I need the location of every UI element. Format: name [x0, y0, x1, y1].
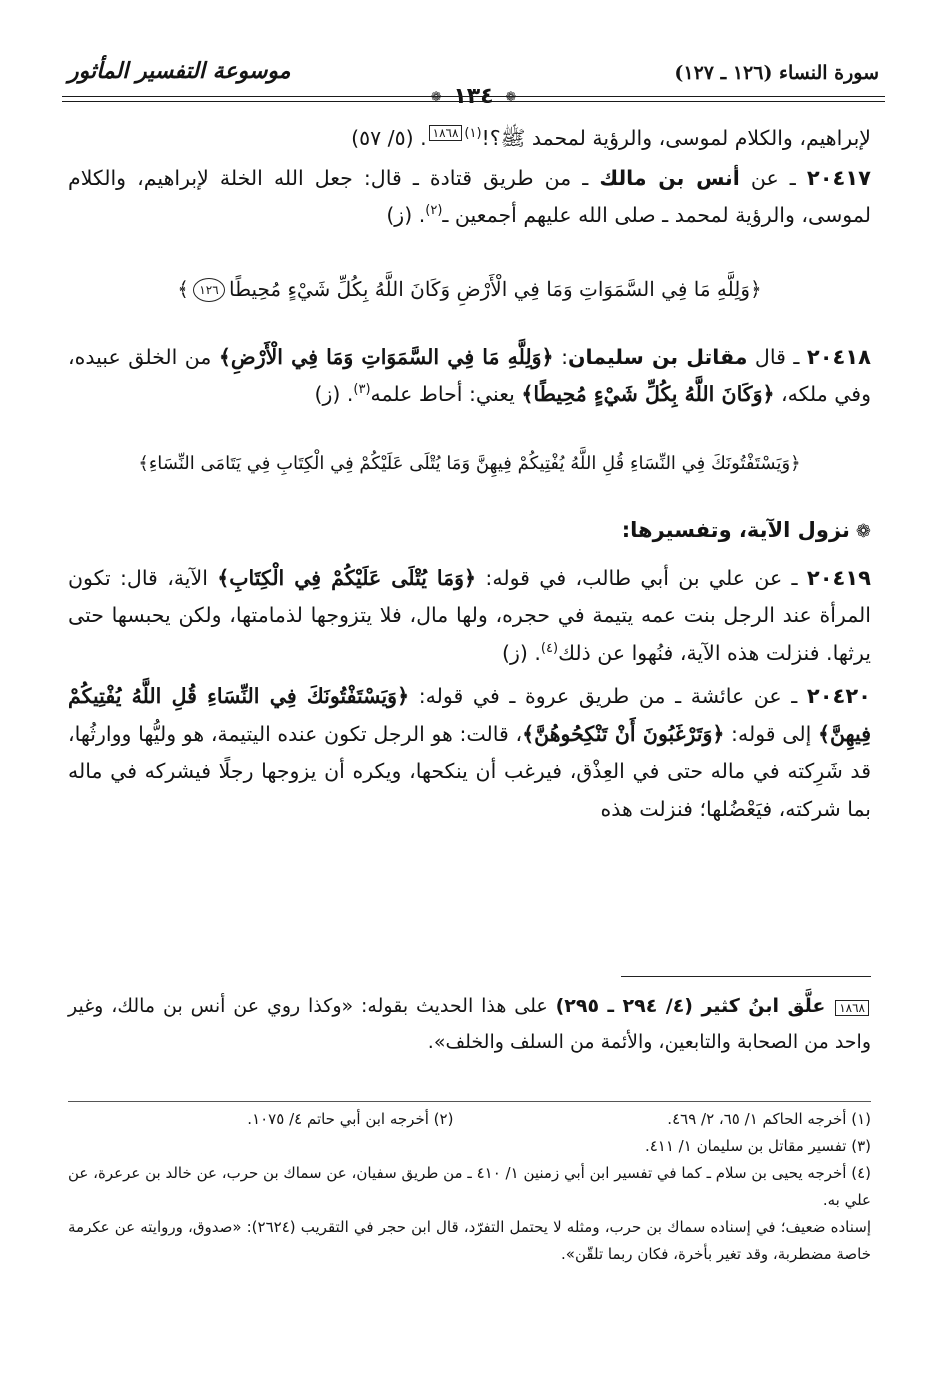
page-number: ١٣٤: [453, 84, 494, 109]
quran-verse-126: ﴿وَلِلَّهِ مَا فِي السَّمَوَاتِ وَمَا فِي الْأَرْضِ وَكَانَ اللَّهُ بِكُلِّ شَيْءٍ مُحِيطًا١٢٦﴾: [177, 276, 762, 301]
hadith-number: ٢٠٤١٩: [806, 565, 871, 590]
ornament-icon: ❁: [505, 89, 517, 105]
source-location: (٤/ ٢٩٤ ـ ٢٩٥): [555, 995, 702, 1017]
quran-quote: ﴿وَتَرْغَبُونَ أَنْ تَنْكِحُوهُنَّ﴾: [522, 721, 725, 746]
page-header: [62, 50, 885, 112]
quran-verse-127: ﴿وَيَسْتَفْتُونَكَ فِي النِّسَاءِ قُلِ اللَّهُ يُفْتِيكُمْ فِيهِنَّ وَمَا يُتْلَى عَلَيْكُمْ فِي الْكِتَابِ فِي يَتَامَى النِّسَاءِ﴾: [138, 452, 801, 474]
footnote-marker: (٤): [540, 640, 559, 656]
narrator-name: علي بن أبي طالب: [582, 565, 746, 590]
footnote-2: (٢) أخرجه ابن أبي حاتم ٤/ ١٠٧٥.: [247, 1110, 454, 1128]
note-reference-box: ١٨٦٨: [429, 125, 463, 141]
narrator-name: عائشة: [690, 684, 745, 708]
note-divider: [621, 976, 871, 977]
ornament-icon: ❁: [430, 89, 442, 105]
footnote-divider: [68, 1101, 871, 1102]
footnotes: [68, 1097, 871, 1268]
footnote-marker: (٣): [353, 382, 371, 398]
header-rule-thin: [62, 101, 885, 102]
narrator-name: مقاتل بن سليمان: [568, 344, 748, 369]
quran-quote: ﴿وَلِلَّهِ مَا فِي السَّمَوَاتِ وَمَا فِي الْأَرْضِ﴾: [218, 344, 554, 369]
hadith-number: ٢٠٤٢٠: [806, 684, 871, 708]
footnote-4-grading: إسناده ضعيف؛ في إسناده سماك بن حرب، ومثله لا يحتمل التفرّد، قال ابن حجر في التقريب (٢٦٢٤): «صدوق، وروايته عن عكرمة خاصة مضطربة، وقد تغير بأخرة، فكان ربما تلقّن».: [68, 1218, 871, 1263]
narrator-name: أنس بن مالك: [599, 165, 740, 190]
footnote-marker: (٢): [425, 203, 443, 219]
surah-title: سورة النساء (١٢٦ ـ ١٢٧): [674, 62, 879, 84]
footnote-4: (٤) أخرجه يحيى بن سلام ـ كما في تفسير ابن أبي زمنين ١/ ٤١٠ ـ من طريق سفيان، عن سماك بن حرب، عن خالد بن عرعرة، عن علي به.: [68, 1164, 872, 1209]
header-rule: [62, 96, 885, 97]
book-title: موسوعة التفسير المأثور: [68, 58, 291, 84]
hadith-20419: ٢٠٤١٩ ـ عن علي بن أبي طالب، في قوله: ﴿وَمَا يُتْلَى عَلَيْكُمْ فِي الْكِتَابِ﴾ الآية، قال: تكون المرأة عند الرجل بنت عمه يتيمة في حجره، ولها مال، فلا يتزوجها لذمامتها، ولكن يحبسها حتى يرثها. فنزلت هذه الآية، فنُهوا عن ذلك$^{(٤)}$. (ز): [68, 565, 871, 665]
hadith-20417: ٢٠٤١٧ ـ عن أنس بن مالك ـ من طريق قتادة ـ قال: جعل الله الخلة لإبراهيم، والكلام لموسى، والرؤية لمحمد ـ صلى الله عليهم أجمعين ـ$^{(٢)}$. (ز): [68, 165, 871, 227]
paragraph-continuation: لإبراهيم، والكلام لموسى، والرؤية لمحمد ﷺ؟!$^{(١)}$١٨٦٨. (٥/ ٥٧): [351, 126, 871, 150]
scholar-note: ١٨٦٨ علَّق ابنُ كثير (٤/ ٢٩٤ ـ ٢٩٥) على هذا الحديث بقوله: «وكذا روي عن أنس بن مالك، وغير واحد من الصحابة والتابعين، والأئمة من السلف والخلف».: [68, 995, 871, 1053]
hadith-number: ٢٠٤١٨: [806, 344, 871, 369]
hadith-number: ٢٠٤١٧: [806, 165, 871, 190]
quran-quote: ﴿وَمَا يُتْلَى عَلَيْكُمْ فِي الْكِتَابِ﴾: [217, 565, 477, 590]
aya-number-icon: ١٢٦: [193, 278, 225, 302]
footnote-1: (١) أخرجه الحاكم ١/ ٦٥، ٢/ ٤٦٩.: [667, 1110, 871, 1128]
note-reference-box: ١٨٦٨: [835, 1000, 869, 1016]
section-heading: ❁نزول الآية، وتفسيرها:: [621, 517, 871, 542]
flower-icon: ❁: [855, 520, 871, 542]
page-body: [68, 120, 871, 828]
footnote-row: [68, 1106, 871, 1133]
footnote-3: (٣) تفسير مقاتل بن سليمان ١/ ٤١١.: [644, 1137, 871, 1155]
footnote-marker: (١): [464, 126, 482, 142]
quran-quote: ﴿وَكَانَ اللَّهُ بِكُلِّ شَيْءٍ مُحِيطًا﴾: [521, 382, 775, 406]
quran-quote: ﴿وَيَسْتَفْتُونَكَ فِي النِّسَاءِ قُلِ اللَّهُ يُفْتِيكُمْ فِيهِنَّ﴾: [68, 684, 871, 746]
scholar-name: علَّق ابنُ كثير: [701, 995, 826, 1017]
hadith-20418: ٢٠٤١٨ ـ قال مقاتل بن سليمان: ﴿وَلِلَّهِ مَا فِي السَّمَوَاتِ وَمَا فِي الْأَرْضِ﴾ من الخلق عبيده، وفي ملكه، ﴿وَكَانَ اللَّهُ بِكُلِّ شَيْءٍ مُحِيطًا﴾ يعني: أحاط علمه$^{(٣)}$. (ز): [68, 344, 871, 406]
hadith-20420: ٢٠٤٢٠ ـ عن عائشة ـ من طريق عروة ـ في قوله: ﴿وَيَسْتَفْتُونَكَ فِي النِّسَاءِ قُلِ اللَّهُ يُفْتِيكُمْ فِيهِنَّ﴾ إلى قوله: ﴿وَتَرْغَبُونَ أَنْ تَنْكِحُوهُنَّ﴾، قالت: هو الرجل تكون عنده اليتيمة، هو وليُّها ووارثُها، قد شَرِكته في ماله حتى في العِذْق، فيرغب أن ينكحها، ويكره أن يزوجها رجلًا فيشركه في ماله بما شركته، فيَعْضُلها؛ فنزلت هذه: [68, 684, 871, 821]
